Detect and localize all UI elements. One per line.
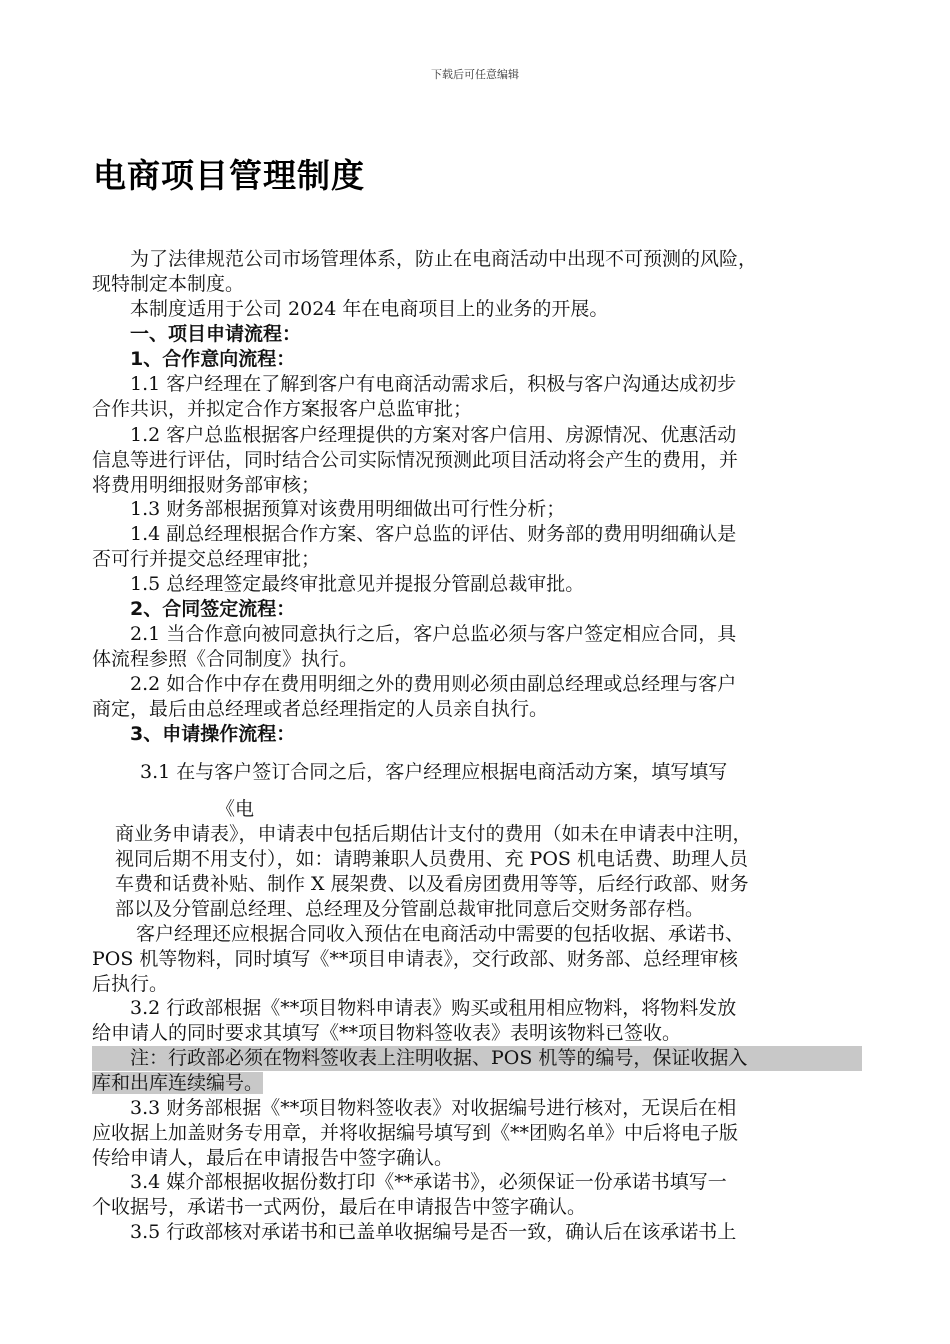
line: POS 机等物料，同时填写《**项目申请表》，交行政部、财务部、总经理审核: [92, 948, 738, 970]
line: 3.4 媒介部根据收据份数打印《**承诺书》，必须保证一份承诺书填写一: [92, 1171, 727, 1193]
paragraph-1-2: [92, 423, 862, 498]
heading-2: [92, 597, 862, 622]
paragraph-3-1-fragment: [216, 797, 950, 822]
line: 后执行。: [92, 973, 169, 995]
line: 客户经理还应根据合同收入预估在电商活动中需要的包括收据、承诺书、: [92, 923, 745, 945]
line: 视同后期不用支付），如：请聘兼职人员费用、充 POS 机电话费、助理人员: [115, 848, 748, 870]
line: 为了法律规范公司市场管理体系，防止在电商活动中出现不可预测的风险，: [92, 248, 758, 270]
line: 2.2 如合作中存在费用明细之外的费用则必须由副总经理或总经理与客户: [92, 673, 737, 695]
line: 1.1 客户经理在了解到客户有电商活动需求后，积极与客户沟通达成初步: [92, 373, 737, 395]
paragraph-3-1: [140, 760, 910, 785]
header-note: 下载后可任意编辑: [431, 68, 519, 81]
line: 《电: [216, 798, 255, 820]
line: 3.2 行政部根据《**项目物料申请表》购买或租用相应物料，将物料发放: [92, 997, 737, 1019]
paragraph-1-1: [92, 372, 862, 422]
paragraph-3-1-continued: [115, 822, 885, 922]
line: 3.1 在与客户签订合同之后，客户经理应根据电商活动方案，填写填写: [140, 761, 728, 783]
line: 个收据号，承诺书一式两份，最后在申请报告中签字确认。: [92, 1196, 587, 1218]
line: 1.5 总经理签定最终审批意见并提报分管副总裁审批。: [92, 573, 585, 595]
line: 3.3 财务部根据《**项目物料签收表》对收据编号进行核对，无误后在相: [92, 1097, 737, 1119]
line: 应收据上加盖财务专用章，并将收据编号填写到《**团购名单》中后将电子版: [92, 1122, 739, 1144]
paragraph-intro: [92, 247, 862, 297]
line: 本制度适用于公司 2024 年在电商项目上的业务的开展。: [92, 298, 609, 320]
highlighted-text: 库和出库连续编号。: [92, 1072, 264, 1094]
line: 3.5 行政部核对承诺书和已盖单收据编号是否一致，确认后在该承诺书上: [92, 1221, 737, 1243]
line: 2、合同签定流程：: [92, 598, 296, 620]
line: 传给申请人，最后在申请报告中签字确认。: [92, 1147, 454, 1169]
line: 一、项目申请流程：: [92, 323, 302, 345]
line: 3、申请操作流程：: [92, 723, 296, 745]
line: 1.4 副总经理根据合作方案、客户总监的评估、财务部的费用明细确认是: [92, 523, 737, 545]
highlighted-line: 注：行政部必须在物料签收表上注明收据、POS 机等的编号，保证收据入: [92, 1046, 862, 1071]
line: 车费和话费补贴、制作 X 展架费、以及看房团费用等等，后经行政部、财务: [115, 873, 749, 895]
line: 否可行并提交总经理审批；: [92, 548, 321, 570]
line: [92, 1071, 862, 1096]
line: 商业务申请表》，申请表中包括后期估计支付的费用（如未在申请表中注明，: [115, 823, 752, 845]
line: 1.3 财务部根据预算对该费用明细做出可行性分析；: [92, 498, 566, 520]
line: 1.2 客户总监根据客户经理提供的方案对客户信用、房源情况、优惠活动: [92, 424, 737, 446]
line: 商定，最后由总经理或者总经理指定的人员亲自执行。: [92, 698, 549, 720]
line: 合作共识，并拟定合作方案报客户总监审批；: [92, 398, 473, 420]
line: 现特制定本制度。: [92, 273, 245, 295]
paragraph-3-4: [92, 1170, 862, 1220]
paragraph-3-3: [92, 1096, 862, 1171]
paragraph-3-5: [92, 1220, 862, 1245]
page-title: 电商项目管理制度: [93, 156, 365, 195]
paragraph-2-1: [92, 622, 862, 672]
paragraph-1-3: [92, 497, 862, 522]
paragraph-3-2: [92, 996, 862, 1046]
line: 信息等进行评估，同时结合公司实际情况预测此项目活动将会产生的费用，并: [92, 449, 739, 471]
line: 给申请人的同时要求其填写《**项目物料签收表》表明该物料已签收。: [92, 1022, 682, 1044]
line: 2.1 当合作意向被同意执行之后，客户总监必须与客户签定相应合同，具: [92, 623, 737, 645]
line: 部以及分管副总经理、总经理及分管副总裁审批同意后交财务部存档。: [115, 898, 705, 920]
heading-1: [92, 347, 862, 372]
heading-section-1: [92, 322, 862, 347]
paragraph-scope: [92, 297, 862, 322]
paragraph-materials: [92, 922, 862, 997]
paragraph-note-highlighted: [92, 1046, 862, 1096]
line: 1、合作意向流程：: [92, 348, 296, 370]
paragraph-2-2: [92, 672, 862, 722]
heading-3: [92, 722, 862, 747]
line: 将费用明细报财务部审核；: [92, 474, 321, 496]
paragraph-1-4: [92, 522, 862, 572]
line: 体流程参照《合同制度》执行。: [92, 648, 359, 670]
paragraph-1-5: [92, 572, 862, 597]
